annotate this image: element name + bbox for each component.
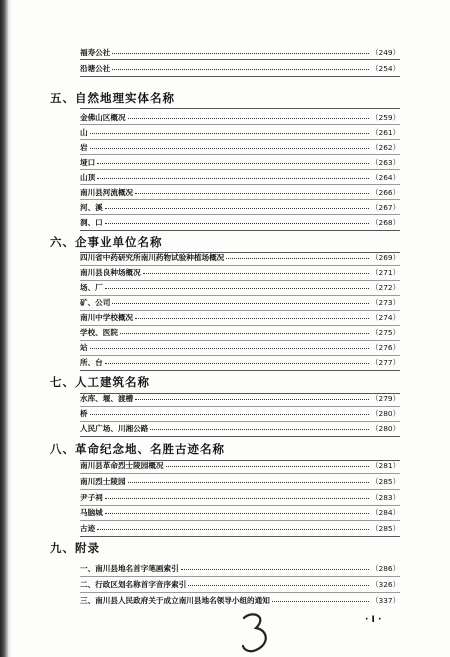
toc-entry-label: 山 <box>80 128 88 137</box>
toc-entry-label: 金佛山区概况 <box>80 113 126 122</box>
dot-leader <box>90 410 370 415</box>
toc-entry[interactable] <box>80 156 400 169</box>
toc-entry-label: 站 <box>80 343 88 352</box>
row-divider <box>80 592 400 593</box>
toc-entry-page: （285） <box>371 524 400 533</box>
toc-entry[interactable] <box>80 578 400 591</box>
toc-entry-page: （276） <box>371 343 400 352</box>
toc-entry-label: 南川县河流概况 <box>80 188 134 197</box>
dot-leader <box>105 204 369 209</box>
toc-entry-page: （337） <box>371 596 400 605</box>
toc-entry-label: 洞、口 <box>80 218 103 227</box>
section-heading: 八、革命纪念地、名胜古迹名称 <box>50 442 225 456</box>
dot-leader <box>112 49 369 54</box>
handwritten-number-mark <box>238 612 274 654</box>
dot-leader <box>166 462 370 467</box>
toc-entry[interactable] <box>80 141 400 154</box>
toc-entry-label: 古迹 <box>80 524 96 533</box>
dot-leader <box>105 219 369 224</box>
dot-leader <box>105 509 369 514</box>
toc-entry-page: （261） <box>371 128 400 137</box>
row-divider <box>80 124 400 125</box>
book-spine-shadow <box>0 0 8 657</box>
toc-entry-page: （259） <box>371 113 400 122</box>
section-heading: 七、人工建筑名称 <box>50 375 150 389</box>
toc-entry-label: 人民广场、川湘公路 <box>80 424 149 433</box>
toc-entry-label: 福寿公社 <box>80 48 111 57</box>
dot-leader <box>188 581 369 586</box>
dot-leader <box>128 114 370 119</box>
toc-entry-page: （275） <box>371 328 400 337</box>
toc-entry-label: 沿塘公社 <box>80 64 111 73</box>
toc-entry-label: 所、台 <box>80 358 103 367</box>
toc-entry[interactable] <box>80 491 400 504</box>
row-divider <box>80 139 400 140</box>
toc-entry[interactable] <box>80 46 400 59</box>
row-divider <box>80 76 400 77</box>
row-divider <box>80 536 400 537</box>
dot-leader <box>128 478 370 483</box>
section-rule <box>80 108 400 109</box>
toc-entry-page: （277） <box>371 358 400 367</box>
toc-entry-label: 二、行政区划名称首字音序索引 <box>80 580 187 589</box>
dot-leader <box>272 597 369 602</box>
toc-entry-label: 垭口 <box>80 158 96 167</box>
toc-entry-page: （283） <box>371 493 400 502</box>
dot-leader <box>105 284 369 289</box>
toc-entry-page: （254） <box>371 64 400 73</box>
toc-entry[interactable] <box>80 171 400 184</box>
page-folio: · Ⅰ · <box>365 615 382 625</box>
toc-entry-label: 南川县良种场概况 <box>80 268 141 277</box>
toc-entry-page: （285） <box>371 477 400 486</box>
toc-entry-label: 南川烈士陵园 <box>80 477 126 486</box>
toc-entry-page: （264） <box>371 173 400 182</box>
section-heading: 六、企事业单位名称 <box>50 235 163 249</box>
row-divider <box>80 370 400 371</box>
section-heading: 五、自然地理实体名称 <box>50 91 175 105</box>
row-divider <box>80 154 400 155</box>
row-divider <box>80 436 400 437</box>
toc-entry-label: 四川省中药研究所南川药物试验种植场概况 <box>80 253 225 262</box>
toc-entry-page: （262） <box>371 143 400 152</box>
toc-entry-page: （280） <box>371 409 400 418</box>
toc-entry-label: 场、厂 <box>80 283 103 292</box>
toc-entry-page: （273） <box>371 298 400 307</box>
toc-entry[interactable] <box>80 562 400 575</box>
row-divider <box>80 520 400 521</box>
toc-entry-label: 一、南川县地名首字笔画索引 <box>80 564 179 573</box>
toc-entry[interactable] <box>80 111 400 124</box>
toc-entry-label: 桥 <box>80 409 88 418</box>
toc-entry-label: 山顶 <box>80 173 96 182</box>
dot-leader <box>105 359 369 364</box>
dot-leader <box>97 174 369 179</box>
toc-entry[interactable] <box>80 522 400 535</box>
dot-leader <box>135 314 369 319</box>
toc-entry[interactable] <box>80 392 400 405</box>
toc-entry-page: （249） <box>371 48 400 57</box>
toc-entry-page: （267） <box>371 203 400 212</box>
dot-leader <box>120 329 369 334</box>
toc-entry-label: 尹子祠 <box>80 493 103 502</box>
toc-entry-page: （263） <box>371 158 400 167</box>
dot-leader <box>90 144 370 149</box>
toc-entry-label: 三、南川县人民政府关于成立南川县地名领导小组的通知 <box>80 596 270 605</box>
row-divider <box>80 214 400 215</box>
section-heading: 九、附录 <box>50 541 100 555</box>
row-divider <box>80 169 400 170</box>
toc-entry-page: （269） <box>371 253 400 262</box>
row-divider <box>80 184 400 185</box>
row-divider <box>80 576 400 577</box>
toc-entry[interactable] <box>80 326 400 339</box>
dot-leader <box>90 344 370 349</box>
toc-entry[interactable] <box>80 475 400 488</box>
toc-entry[interactable] <box>80 251 400 264</box>
toc-entry[interactable] <box>80 296 400 309</box>
toc-entry[interactable] <box>80 422 400 435</box>
dot-leader <box>226 254 369 259</box>
toc-entry-page: （266） <box>371 188 400 197</box>
row-divider <box>80 230 400 231</box>
toc-entry[interactable] <box>80 311 400 324</box>
dot-leader <box>112 299 369 304</box>
toc-entry[interactable] <box>80 62 400 75</box>
dot-leader <box>97 525 369 530</box>
toc-entry-label: 南川中学校概况 <box>80 313 134 322</box>
toc-entry-label: 岩 <box>80 143 88 152</box>
dot-leader <box>150 425 369 430</box>
toc-entry[interactable] <box>80 356 400 369</box>
toc-entry-page: （268） <box>371 218 400 227</box>
row-divider <box>80 489 400 490</box>
toc-entry-page: （280） <box>371 424 400 433</box>
dot-leader <box>143 269 369 274</box>
toc-entry[interactable] <box>80 216 400 229</box>
dot-leader <box>135 395 369 400</box>
toc-entry-label: 学校、医院 <box>80 328 118 337</box>
toc-entry[interactable] <box>80 201 400 214</box>
dot-leader <box>97 159 369 164</box>
toc-entry[interactable] <box>80 594 400 607</box>
toc-entry[interactable] <box>80 126 400 139</box>
toc-entry[interactable] <box>80 266 400 279</box>
toc-entry[interactable] <box>80 407 400 420</box>
toc-entry-page: （286） <box>371 564 400 573</box>
toc-entry[interactable] <box>80 281 400 294</box>
dot-leader <box>181 565 369 570</box>
toc-entry-page: （271） <box>371 268 400 277</box>
toc-entry[interactable] <box>80 341 400 354</box>
toc-entry-label: 水库、堰、渡槽 <box>80 394 134 403</box>
toc-entry-page: （284） <box>371 508 400 517</box>
dot-leader <box>105 494 369 499</box>
dot-leader <box>112 65 369 70</box>
toc-entry-page: （274） <box>371 313 400 322</box>
toc-entry-label: 矿、公司 <box>80 298 111 307</box>
toc-entry-page: （326） <box>371 580 400 589</box>
book-spine-edge <box>8 0 12 657</box>
row-divider <box>80 473 400 474</box>
row-divider <box>80 59 400 60</box>
dot-leader <box>90 129 370 134</box>
toc-entry[interactable] <box>80 506 400 519</box>
toc-entry-page: （279） <box>371 394 400 403</box>
dot-leader <box>135 189 369 194</box>
toc-entry[interactable] <box>80 459 400 472</box>
toc-entry-label: 马脑城 <box>80 508 103 517</box>
toc-entry[interactable] <box>80 186 400 199</box>
toc-entry-page: （281） <box>371 461 400 470</box>
row-divider <box>80 199 400 200</box>
toc-entry-label: 河、溪 <box>80 203 103 212</box>
toc-entry-page: （272） <box>371 283 400 292</box>
toc-entry-label: 南川县革命烈士陵园概况 <box>80 461 164 470</box>
